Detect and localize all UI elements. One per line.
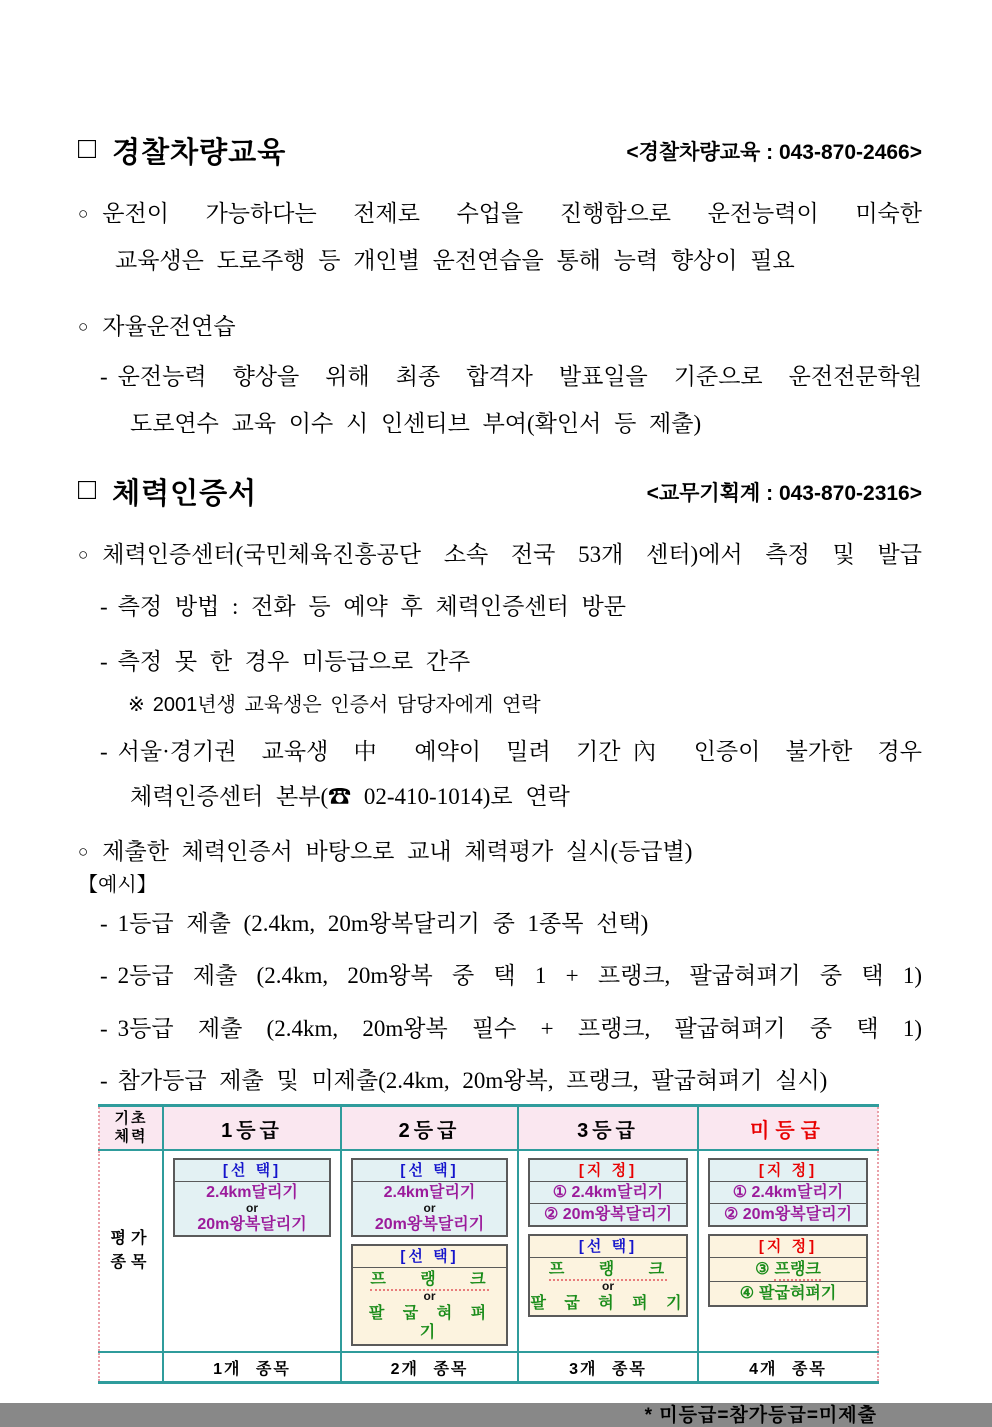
section2-contact: <교무기획계 : 043-870-2316> bbox=[646, 481, 922, 505]
circle-marker-icon: ○ bbox=[78, 317, 89, 336]
box-item bbox=[710, 1258, 866, 1281]
dash-marker-icon: - bbox=[100, 739, 108, 764]
footnote: * 미등급=참가등급=미제출 bbox=[644, 1405, 877, 1426]
text-line bbox=[78, 362, 922, 392]
grade2-count: 2개 종목 bbox=[341, 1352, 518, 1383]
text-line bbox=[78, 592, 922, 622]
grade1-cell bbox=[163, 1150, 341, 1352]
nograde-count: 4개 종목 bbox=[698, 1352, 878, 1383]
circle-marker-icon: ○ bbox=[78, 545, 89, 564]
grade1-count: 1개 종목 bbox=[163, 1352, 341, 1383]
box-item: or bbox=[602, 1279, 614, 1293]
box-item: 팔 굽 혀 펴 기 bbox=[530, 1295, 686, 1312]
box-header: [선 택] bbox=[175, 1160, 329, 1182]
nograde-assigned-box1 bbox=[708, 1158, 868, 1227]
paragraph-text: 운전능력 향상을 위해 최종 합격자 발표일을 기준으로 운전전문학원 bbox=[117, 364, 922, 389]
box-item: or bbox=[246, 1201, 258, 1215]
grade3-select-box bbox=[528, 1234, 688, 1317]
grade1-header: 1등급 bbox=[163, 1106, 341, 1151]
grade3-header: 3등급 bbox=[518, 1106, 698, 1151]
box-item: ① 2.4km달리기 bbox=[732, 1184, 844, 1201]
box-header: [선 택] bbox=[530, 1236, 686, 1258]
dash-marker-icon: - bbox=[100, 594, 108, 619]
box-item bbox=[530, 1258, 686, 1281]
box-header: [지 정] bbox=[710, 1236, 866, 1258]
grade3-cell bbox=[518, 1150, 698, 1352]
dash-marker-icon: - bbox=[100, 1068, 108, 1093]
square-marker-icon: □ bbox=[78, 472, 97, 506]
section2-header bbox=[78, 471, 922, 512]
circle-marker-icon: ○ bbox=[78, 842, 89, 861]
section1-header bbox=[78, 130, 922, 171]
paragraph-text: 서울·경기권 교육생 中 예약이 밀려 기간內 인증이 불가한 경우 bbox=[117, 739, 922, 764]
text-line bbox=[78, 246, 922, 276]
grade-table bbox=[98, 1104, 879, 1384]
dash-marker-icon: - bbox=[100, 1016, 108, 1041]
example-label bbox=[78, 872, 922, 898]
box-item: 20m왕복달리기 bbox=[197, 1216, 307, 1233]
box-item: ② 20m왕복달리기 bbox=[710, 1203, 866, 1225]
circle-marker-icon: ○ bbox=[78, 204, 89, 223]
rowlabel-line2: 종목 bbox=[110, 1254, 152, 1271]
pushup-label: 팔굽혀펴기 bbox=[759, 1285, 837, 1302]
text-line bbox=[78, 909, 922, 939]
corner-line1: 기초 bbox=[114, 1110, 148, 1127]
paragraph-text: 3등급 제출 (2.4km, 20m왕복 필수 + 프랭크, 팔굽혀펴기 중 택 1) bbox=[117, 1016, 922, 1041]
box-item bbox=[353, 1268, 506, 1291]
corner-cell bbox=[99, 1106, 163, 1151]
dash-marker-icon: - bbox=[100, 649, 108, 674]
paragraph-text: 1등급 제출 (2.4km, 20m왕복달리기 중 1종목 선택) bbox=[117, 911, 649, 936]
text-line bbox=[78, 1066, 922, 1096]
paragraph-text: 측정 방법 : 전화 등 예약 후 체력인증센터 방문 bbox=[117, 594, 626, 619]
row-label-cell bbox=[99, 1150, 163, 1352]
box-header: [지 정] bbox=[530, 1160, 686, 1182]
box-item: 20m왕복달리기 bbox=[374, 1216, 485, 1233]
box-item: or bbox=[423, 1201, 436, 1215]
box-item: ② 20m왕복달리기 bbox=[530, 1203, 686, 1225]
paragraph-text: 교육생은 도로주행 등 개인별 운전연습을 통해 능력 향상이 필요 bbox=[115, 248, 795, 273]
box-header: [지 정] bbox=[710, 1160, 866, 1182]
grade2-header: 2등급 bbox=[341, 1106, 518, 1151]
dash-marker-icon: - bbox=[100, 364, 108, 389]
box-item: ① 2.4km달리기 bbox=[552, 1184, 664, 1201]
paragraph-text: 체력인증센터 본부(☎ 02-410-1014)로 연락 bbox=[130, 784, 570, 809]
text-line bbox=[78, 961, 922, 991]
paragraph-text: 운전이 가능하다는 전제로 수업을 진행함으로 운전능력이 미숙한 bbox=[102, 201, 922, 226]
text-line bbox=[78, 540, 922, 570]
paragraph-text: 체력인증센터(국민체육진흥공단 소속 전국 53개 센터)에서 측정 및 발급 bbox=[102, 542, 922, 567]
paragraph-text: 제출한 체력인증서 바탕으로 교내 체력평가 실시(등급별) bbox=[102, 839, 693, 864]
grade2-select-box1 bbox=[351, 1158, 508, 1237]
section1-title: 경찰차량교육 bbox=[112, 137, 287, 169]
grade2-cell bbox=[341, 1150, 518, 1352]
paragraph-text: 【예시】 bbox=[78, 874, 157, 896]
corner-line2: 체력 bbox=[114, 1128, 148, 1145]
footer-empty-cell bbox=[99, 1352, 163, 1383]
box-item: 팔 굽 혀 펴 기 bbox=[368, 1305, 491, 1341]
plank-label: 프 랭 크 bbox=[370, 1271, 488, 1291]
grade3-assigned-box bbox=[528, 1158, 688, 1227]
text-line bbox=[78, 837, 922, 867]
plank-label: 프 랭 크 bbox=[549, 1261, 667, 1281]
note-text: 2001년생 교육생은 인증서 담당자에게 연락 bbox=[152, 694, 541, 716]
paragraph-text: 도로연수 교육 이수 시 인센티브 부여(확인서 등 제출) bbox=[130, 411, 702, 436]
grade1-select-box bbox=[173, 1158, 331, 1237]
note-line bbox=[78, 692, 922, 718]
grade-table-footer-row bbox=[99, 1352, 878, 1383]
grade3-count: 3개 종목 bbox=[518, 1352, 698, 1383]
paragraph-text: 자율운전연습 bbox=[102, 314, 236, 339]
box-item: 2.4km달리기 bbox=[206, 1184, 298, 1201]
paragraph-text: 2등급 제출 (2.4km, 20m왕복 중 택 1 + 프랭크, 팔굽혀펴기 중 택 1) bbox=[117, 963, 922, 988]
dash-marker-icon: - bbox=[100, 911, 108, 936]
text-line bbox=[78, 312, 922, 342]
text-line bbox=[78, 1014, 922, 1044]
text-line bbox=[78, 737, 922, 767]
square-marker-icon: □ bbox=[78, 131, 97, 165]
rowlabel-line1: 평가 bbox=[110, 1230, 152, 1247]
box-item: 2.4km달리기 bbox=[383, 1184, 476, 1201]
box-header: [선 택] bbox=[353, 1160, 506, 1182]
box-header: [선 택] bbox=[353, 1246, 506, 1268]
box-item bbox=[710, 1281, 866, 1305]
paragraph-text: 측정 못 한 경우 미등급으로 간주 bbox=[117, 649, 471, 674]
text-line bbox=[78, 647, 922, 677]
nograde-header: 미등급 bbox=[698, 1106, 878, 1151]
plank-label: 프랭크 bbox=[774, 1261, 820, 1281]
text-line bbox=[78, 199, 922, 229]
nograde-cell bbox=[698, 1150, 878, 1352]
note-marker-icon: ※ bbox=[128, 694, 145, 716]
item-number: ③ bbox=[755, 1261, 770, 1278]
grade-table-body-row bbox=[99, 1150, 878, 1352]
text-line bbox=[78, 409, 922, 439]
item-number: ④ bbox=[739, 1285, 755, 1302]
text-line bbox=[78, 782, 922, 812]
nograde-assigned-box2 bbox=[708, 1234, 868, 1307]
paragraph-text: 참가등급 제출 및 미제출(2.4km, 20m왕복, 프랭크, 팔굽혀펴기 실시) bbox=[117, 1068, 828, 1093]
section1-contact: <경찰차량교육 : 043-870-2466> bbox=[626, 140, 922, 164]
grade2-select-box2 bbox=[351, 1244, 508, 1346]
dash-marker-icon: - bbox=[100, 963, 108, 988]
section2-title: 체력인증서 bbox=[112, 478, 258, 510]
box-item: or bbox=[423, 1289, 436, 1303]
grade-table-header-row bbox=[99, 1106, 878, 1151]
